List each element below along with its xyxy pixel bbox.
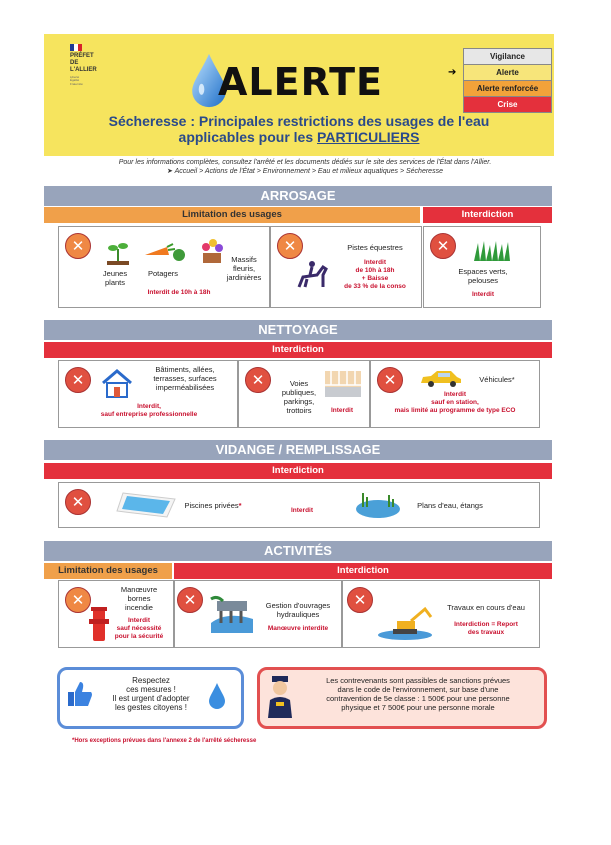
note-pistes: Interdit de 10h à 18h + Baisse de 33 % de la conso bbox=[344, 259, 406, 290]
label-piscines bbox=[177, 501, 249, 510]
activites-ouvrages-box bbox=[174, 580, 342, 648]
label-pistes: Pistes équestres bbox=[347, 243, 403, 252]
info-line1: Pour les informations complètes, consultez l'arrêté et les documents dédiés sur le site des services de l'État dans l'Allier. bbox=[118, 159, 492, 166]
note-gestion: Manœuvre interdite bbox=[267, 625, 329, 632]
sanctions-text: Les contrevenants sont passibles de sanctions prévues dans le code de l'environnement, sur base d'une contravention de 5e classe : 1 500€ pour une personne physique et 7 500€ pour une personne morale bbox=[326, 676, 510, 712]
vidange-box bbox=[58, 482, 540, 528]
subtitle-rest: : Principales restrictions des usages de l'eau bbox=[186, 113, 490, 129]
thumbs-up-icon bbox=[66, 680, 94, 708]
parking-icon bbox=[325, 371, 361, 397]
band-interdiction: Interdiction bbox=[44, 342, 552, 358]
label-bornes: Manœuvre bornes incendie bbox=[120, 585, 158, 612]
restriction-x-icon: ✕ bbox=[177, 587, 203, 613]
restriction-x-icon: ✕ bbox=[245, 367, 271, 393]
label-travaux: Travaux en cours d'eau bbox=[447, 603, 525, 612]
water-drop-icon bbox=[208, 682, 226, 710]
asterisk: * bbox=[238, 501, 242, 510]
citizen-message: Respectez ces mesures ! Il est urgent d'adopter les gestes citoyens ! bbox=[112, 676, 190, 712]
alert-level-legend bbox=[463, 48, 552, 113]
prefet-title: PRÉFET DE L'ALLIER bbox=[70, 53, 97, 73]
house-icon bbox=[101, 369, 133, 399]
section-arrosage: ARROSAGE bbox=[44, 186, 552, 206]
note-arrosage-plants: Interdit de 10h à 18h bbox=[147, 289, 211, 296]
label-vehicules: Véhicules* bbox=[479, 375, 515, 384]
sanctions-box bbox=[257, 667, 547, 729]
note-vidange: Interdit bbox=[290, 507, 314, 514]
restriction-x-icon: ✕ bbox=[65, 587, 91, 613]
label-gestion-ouvrages: Gestion d'ouvrages hydrauliques bbox=[265, 601, 331, 619]
horse-rider-icon bbox=[295, 257, 329, 291]
alert-title: ALERTE bbox=[218, 60, 384, 104]
note-vehicules: Interdit sauf en station, mais limité au programme de type ECO bbox=[394, 391, 516, 414]
police-officer-icon bbox=[266, 674, 294, 720]
piscines-text: Piscines privées bbox=[184, 501, 239, 510]
activites-travaux-box bbox=[342, 580, 540, 648]
label-batiments: Bâtiments, allées, terrasses, surfaces imperméabilisées bbox=[153, 365, 217, 392]
label-espaces-verts: Espaces verts, pelouses bbox=[458, 267, 508, 285]
footnote: *Hors exceptions prévues dans l'annexe 2 de l'arrêté sécheresse bbox=[72, 738, 257, 744]
prefet-logo bbox=[70, 44, 104, 86]
subtitle bbox=[44, 113, 554, 145]
car-icon bbox=[419, 369, 463, 389]
note-bornes: Interdit sauf nécessité pour la sécurité bbox=[114, 617, 164, 640]
restriction-x-icon: ✕ bbox=[65, 489, 91, 515]
restriction-x-icon: ✕ bbox=[65, 367, 91, 393]
particuliers-link[interactable]: PARTICULIERS bbox=[317, 129, 420, 145]
band-interdiction: Interdiction bbox=[44, 463, 552, 479]
dam-icon bbox=[207, 593, 257, 637]
note-espaces: Interdit bbox=[471, 291, 495, 298]
info-breadcrumb: ➤ Accueil > Actions de l'État > Environnement > Eau et milieux aquatiques > Sécheresse bbox=[167, 168, 443, 175]
restriction-x-icon: ✕ bbox=[347, 587, 373, 613]
restriction-x-icon: ✕ bbox=[430, 233, 456, 259]
legend-alerte-renforcee: Alerte renforcée bbox=[463, 80, 552, 96]
info-text bbox=[80, 158, 530, 176]
activites-bornes-box bbox=[58, 580, 174, 648]
pond-icon bbox=[355, 489, 401, 519]
note-batiments: Interdit, sauf entreprise professionnelle bbox=[100, 403, 198, 418]
label-plans-eau: Plans d'eau, étangs bbox=[417, 501, 483, 510]
nettoyage-vehicules-box bbox=[370, 360, 540, 428]
section-activites: ACTIVITÉS bbox=[44, 541, 552, 561]
nettoyage-batiments-box bbox=[58, 360, 238, 428]
arrosage-espaces-box bbox=[423, 226, 541, 308]
label-jeunes-plants: Jeunes plants bbox=[102, 269, 128, 287]
restriction-x-icon: ✕ bbox=[277, 233, 303, 259]
nettoyage-voies-box bbox=[238, 360, 370, 428]
arrosage-plants-box bbox=[58, 226, 270, 308]
legend-crise: Crise bbox=[463, 96, 552, 113]
arrosage-pistes-box bbox=[270, 226, 422, 308]
band-interdiction: Interdiction bbox=[423, 207, 552, 223]
fire-hydrant-icon bbox=[89, 603, 109, 643]
pool-icon bbox=[115, 491, 177, 519]
note-voies: Interdit bbox=[330, 407, 354, 414]
republic-motto: Liberté Égalité Fraternité bbox=[70, 75, 83, 86]
legend-vigilance: Vigilance bbox=[463, 48, 552, 64]
grass-icon bbox=[472, 239, 512, 261]
legend-alerte: Alerte bbox=[463, 64, 552, 80]
section-vidange: VIDANGE / REMPLISSAGE bbox=[44, 440, 552, 460]
french-flag-icon bbox=[70, 44, 82, 51]
label-massifs: Massifs fleuris, jardinières bbox=[226, 255, 262, 282]
band-limitation: Limitation des usages bbox=[44, 207, 420, 223]
band-interdiction: Interdiction bbox=[174, 563, 552, 579]
subtitle-prefix: Sécheresse bbox=[108, 113, 187, 129]
restriction-x-icon: ✕ bbox=[65, 233, 91, 259]
excavator-icon bbox=[377, 603, 433, 641]
vegetables-icon bbox=[143, 243, 187, 263]
restriction-x-icon: ✕ bbox=[377, 367, 403, 393]
label-voies: Voies publiques, parkings, trottoirs bbox=[281, 379, 317, 415]
label-potagers: Potagers bbox=[147, 269, 179, 278]
note-travaux: Interdiction = Report des travaux bbox=[454, 621, 518, 636]
section-nettoyage: NETTOYAGE bbox=[44, 320, 552, 340]
citizen-message-box bbox=[57, 667, 244, 729]
band-limitation: Limitation des usages bbox=[44, 563, 172, 579]
subtitle-line2: applicables pour les bbox=[178, 129, 318, 145]
sprout-icon bbox=[103, 237, 133, 267]
arrow-right-icon: ➔ bbox=[448, 67, 457, 78]
